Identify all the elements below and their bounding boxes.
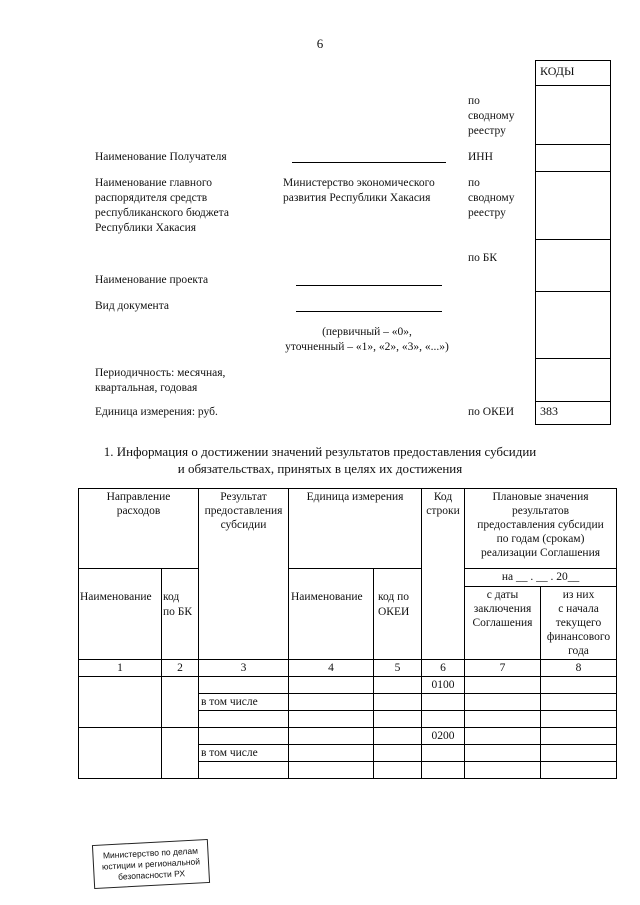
svodny-reestr-label: по сводному реестру — [468, 95, 515, 137]
table-cell[interactable] — [465, 745, 541, 762]
codes-divider — [536, 401, 610, 402]
unit-label: Единица измерения: руб. — [95, 406, 218, 418]
table-cell[interactable] — [199, 728, 289, 745]
codes-divider — [536, 239, 610, 240]
project-field[interactable] — [296, 285, 442, 286]
line-code: 0100 — [422, 677, 465, 694]
main-manager-label: Наименование главного распорядителя средств республиканского бюджета Республики Хакасия — [95, 177, 229, 234]
codes-divider — [536, 358, 610, 359]
periodicity-label: Периодичность: месячная, квартальная, годовая — [95, 367, 226, 394]
table-cell[interactable] — [289, 728, 374, 745]
col-num: 5 — [374, 660, 422, 677]
bk-label: по БК — [468, 252, 498, 264]
table-cell[interactable] — [162, 728, 199, 779]
table-cell[interactable] — [541, 694, 617, 711]
header-code-okei: код по ОКЕИ — [378, 591, 410, 618]
col-num: 8 — [541, 660, 617, 677]
table-cell[interactable] — [541, 677, 617, 694]
table-cell[interactable] — [422, 711, 465, 728]
table-cell[interactable] — [199, 711, 289, 728]
header-of-them: из них с начала текущего финансового года — [541, 587, 617, 660]
header-direction: Направление расходов — [79, 489, 199, 569]
table-cell[interactable] — [422, 694, 465, 711]
table-cell[interactable] — [422, 745, 465, 762]
main-manager-value: Министерство экономического развития Республики Хакасия — [283, 177, 435, 204]
header-unit: Единица измерения — [289, 489, 422, 569]
header-code-bk: код по БК — [163, 591, 193, 618]
col-num: 1 — [79, 660, 162, 677]
col-num: 6 — [422, 660, 465, 677]
table-cell[interactable] — [465, 711, 541, 728]
table-cell[interactable] — [289, 745, 374, 762]
codes-divider — [536, 171, 610, 172]
doc-type-hint: (первичный – «0», уточненный – «1», «2», «3», «...») — [285, 326, 449, 353]
header-line-code: Код строки — [422, 489, 465, 660]
header-date: на __ . __ . 20__ — [465, 569, 617, 587]
table-cell[interactable] — [541, 711, 617, 728]
table-cell[interactable] — [374, 745, 422, 762]
table-cell[interactable] — [289, 677, 374, 694]
codes-divider — [536, 144, 610, 145]
results-table — [78, 488, 617, 779]
col-num: 3 — [199, 660, 289, 677]
page-number: 6 — [316, 36, 324, 51]
header-from-date: с даты заключения Соглашения — [465, 587, 541, 660]
project-label: Наименование проекта — [95, 274, 209, 286]
col-num: 7 — [465, 660, 541, 677]
okei-code: 383 — [540, 404, 558, 418]
col-num: 2 — [162, 660, 199, 677]
table-cell[interactable] — [199, 677, 289, 694]
table-cell[interactable] — [199, 762, 289, 779]
okei-label: по ОКЕИ — [468, 406, 515, 418]
including-label: в том числе — [199, 745, 289, 762]
table-cell[interactable] — [374, 677, 422, 694]
table-cell[interactable] — [465, 762, 541, 779]
doc-type-label: Вид документа — [95, 300, 169, 312]
table-cell[interactable] — [374, 728, 422, 745]
table-cell[interactable] — [374, 762, 422, 779]
svodny-reestr-label: по сводному реестру — [468, 177, 515, 219]
table-cell[interactable] — [374, 711, 422, 728]
table-cell[interactable] — [541, 762, 617, 779]
table-cell[interactable] — [289, 694, 374, 711]
header-name — [79, 569, 162, 660]
codes-box — [535, 60, 611, 425]
header-unit-name: Наименование — [291, 591, 363, 603]
doc-type-field[interactable] — [296, 311, 442, 312]
including-label: в том числе — [199, 694, 289, 711]
header-name: Наименование — [80, 591, 152, 603]
table-cell[interactable] — [465, 677, 541, 694]
header-unit-spacer — [289, 569, 374, 660]
table-cell[interactable] — [374, 694, 422, 711]
inn-label: ИНН — [468, 151, 493, 163]
stamp: Министерство по делам юстиции и региональной безопасности РХ — [92, 839, 210, 889]
table-cell[interactable] — [541, 745, 617, 762]
codes-divider — [536, 291, 610, 292]
recipient-field[interactable] — [292, 162, 446, 163]
table-cell[interactable] — [162, 677, 199, 728]
section-title: 1. Информация о достижении значений результатов предоставления субсидии и обязательствах, принятых в целях их достижения — [103, 444, 537, 476]
table-cell[interactable] — [79, 677, 162, 728]
table-cell[interactable] — [541, 728, 617, 745]
table-cell[interactable] — [465, 728, 541, 745]
table-cell[interactable] — [289, 762, 374, 779]
table-cell[interactable] — [289, 711, 374, 728]
line-code: 0200 — [422, 728, 465, 745]
table-cell[interactable] — [79, 728, 162, 779]
codes-header: КОДЫ — [536, 61, 610, 86]
col-num: 4 — [289, 660, 374, 677]
header-planned: Плановые значения результатов предоставления субсидии по годам (срокам) реализации Соглашения — [465, 489, 617, 569]
table-cell[interactable] — [422, 762, 465, 779]
recipient-label: Наименование Получателя — [95, 151, 227, 163]
table-cell[interactable] — [465, 694, 541, 711]
header-result: Результат предоставления субсидии — [199, 489, 289, 660]
